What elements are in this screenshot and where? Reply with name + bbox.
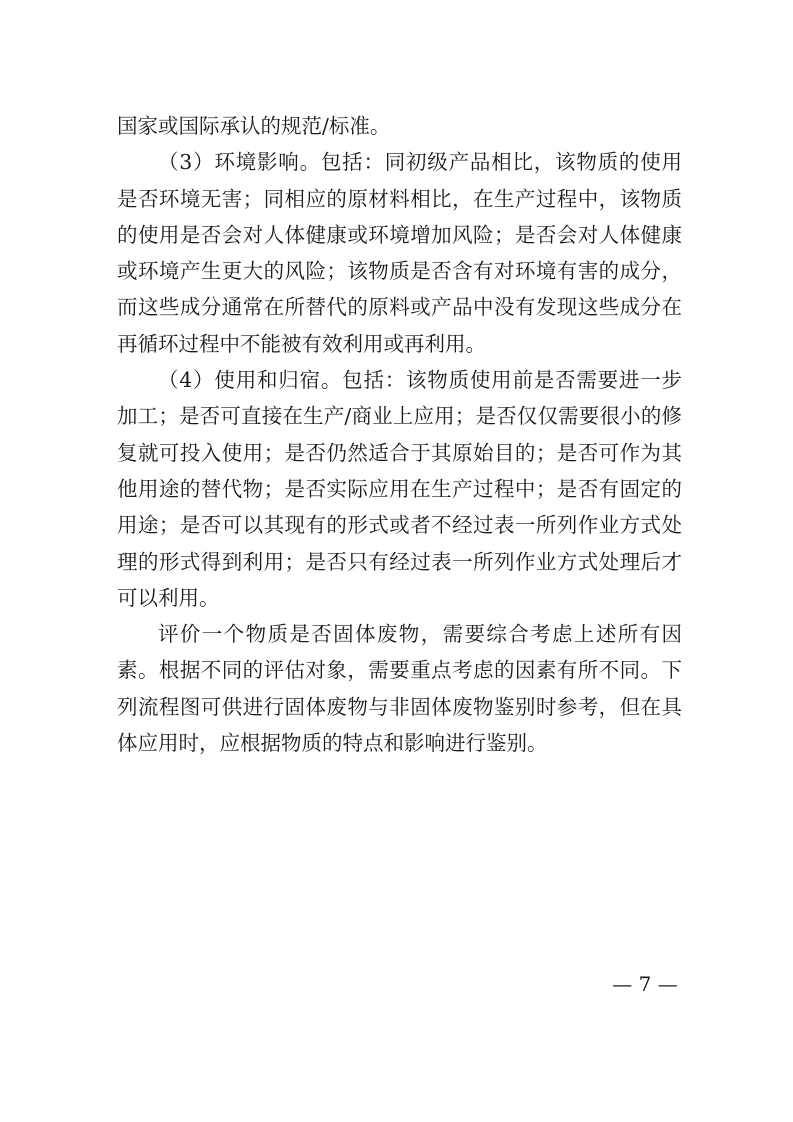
paragraph-evaluation: 评价一个物质是否固体废物，需要综合考虑上述所有因素。根据不同的评估对象，需要重点考虑的因素有所不同。下列流程图可供进行固体废物与非固体废物鉴别时参考，但在具体应用时，应根据物质的特点和影响进行鉴别。 bbox=[117, 622, 682, 756]
body-text bbox=[117, 108, 682, 761]
paragraph-use-and-destination: （4）使用和归宿。包括：该物质使用前是否需要进一步加工；是否可直接在生产/商业上应用；是否仅仅需要很小的修复就可投入使用；是否仍然适合于其原始目的；是否可作为其他用途的替代物；是否实际应用在生产过程中；是否有固定的用途；是否可以其现有的形式或者不经过表一所列作业方式处理的形式得到利用；是否只有经过表一所列作业方式处理后才可以利用。 bbox=[117, 368, 682, 610]
paragraph-environmental-impact: （3）环境影响。包括：同初级产品相比，该物质的使用是否环境无害；同相应的原材料相比，在生产过程中，该物质的使用是否会对人体健康或环境增加风险；是否会对人体健康或环境产生更大的风险；该物质是否含有对环境有害的成分，而这些成分通常在所替代的原料或产品中没有发现这些成分在再循环过程中不能被有效利用或再利用。 bbox=[117, 150, 682, 356]
paragraph-continuation: 国家或国际承认的规范/标准。 bbox=[117, 114, 391, 138]
page-number: — 7 — bbox=[612, 972, 678, 996]
